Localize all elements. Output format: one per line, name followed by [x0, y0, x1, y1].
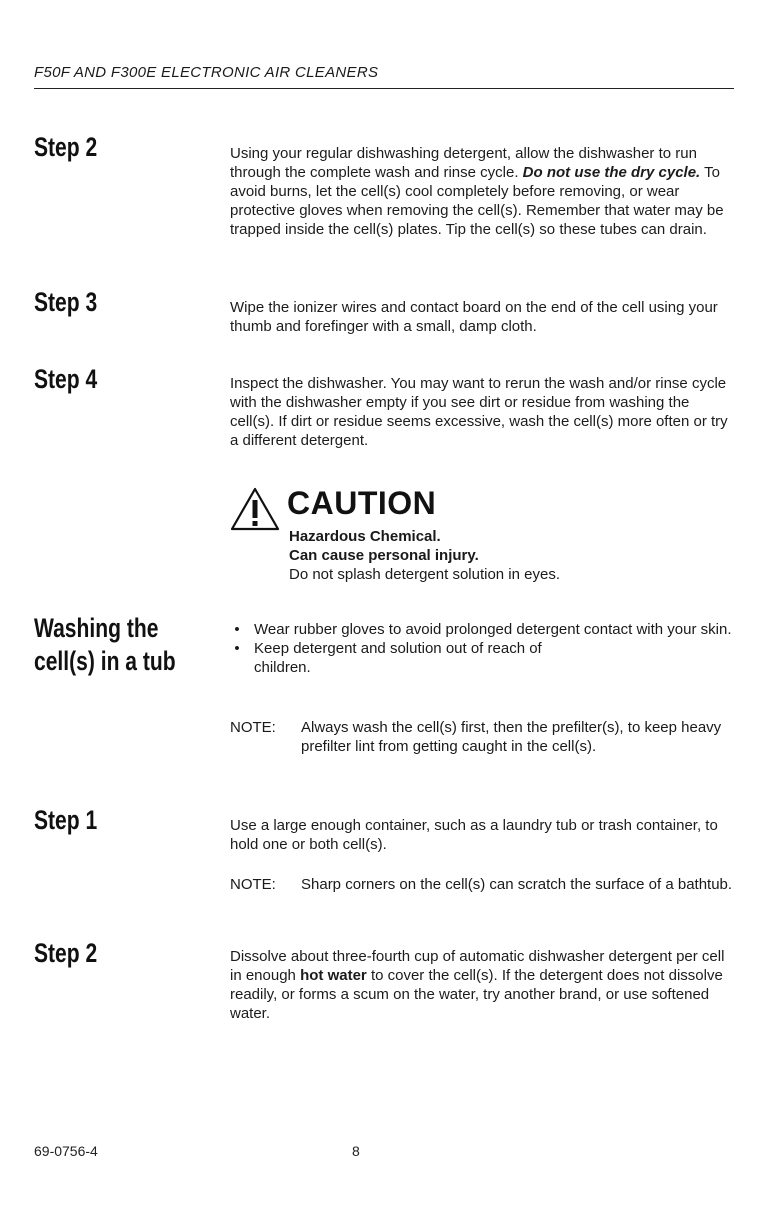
- bullet-text: Wear rubber gloves to avoid prolonged detergent contact with your skin.: [254, 621, 732, 638]
- step-4-text: Inspect the dishwasher. You may want to rerun the wash and/or rinse cycle with the dishwasher empty if you see dirt or residue from washing the cell(s). If dirt or residue seems excessive, wash the cell(s) more often or try a different detergent.: [230, 375, 728, 449]
- warning-triangle-icon: [230, 487, 280, 531]
- caution-title: CAUTION: [287, 485, 437, 521]
- caution-line-3: Do not splash detergent solution in eyes.: [289, 566, 561, 583]
- step-2-bottom-text-a: Dissolve about three-fourth cup of automatic dishwasher detergent per cell in enough: [230, 948, 725, 984]
- bullet-icon: •: [234, 640, 240, 657]
- step-1-heading: Step 1: [34, 805, 98, 835]
- step-2-text-a: Using your regular dishwashing detergent, allow the dishwasher to run through the complete wash and rinse cycle.: [230, 145, 697, 181]
- step-2-bottom-text-b: to cover the cell(s). If the detergent does not dissolve readily, or forms a scum on the water, try another brand, or use softened water.: [230, 967, 723, 1022]
- step-4-heading: Step 4: [34, 364, 98, 394]
- page-number: 8: [352, 1143, 360, 1159]
- note-label: NOTE:: [230, 876, 276, 893]
- step-3-text: Wipe the ionizer wires and contact board on the end of the cell using your thumb and forefinger with a small, damp cloth.: [230, 299, 718, 335]
- note-label: NOTE:: [230, 719, 276, 736]
- step-2-text-b: To avoid burns, let the cell(s) cool completely before removing, or wear protective gloves when removing the cell(s). Remember that water may be trapped inside the cell(s) plates. Tip the cell(s) so these tubes can drain.: [230, 164, 724, 238]
- list-item: [230, 620, 735, 639]
- page-header: [34, 64, 734, 89]
- document-number: 69-0756-4: [34, 1143, 98, 1159]
- bullet-text: Keep detergent and solution out of reach of children.: [254, 640, 542, 676]
- step-3-heading: Step 3: [34, 287, 98, 317]
- washing-note: [230, 718, 740, 756]
- step-2-text: [230, 144, 735, 239]
- step-2-heading: Step 2: [34, 132, 98, 162]
- caution-line-1: Hazardous Chemical.: [289, 528, 441, 545]
- dry-cycle-warning: Do not use the dry cycle.: [522, 164, 701, 181]
- caution-line-2: Can cause personal injury.: [289, 547, 479, 564]
- step-2-bottom-text: [230, 947, 735, 1023]
- step-1-note: [230, 875, 740, 894]
- step-2-heading-bottom: Step 2: [34, 938, 98, 968]
- bullet-icon: •: [234, 621, 240, 638]
- step-1-text: Use a large enough container, such as a laundry tub or trash container, to hold one or both cell(s).: [230, 817, 718, 853]
- note-text: Sharp corners on the cell(s) can scratch the surface of a bathtub.: [301, 876, 733, 893]
- washing-heading-line-2: cell(s) in a tub: [34, 646, 176, 676]
- hot-water-emphasis: hot water: [300, 967, 367, 984]
- washing-bullet-list: [230, 620, 735, 677]
- list-item: [230, 639, 735, 677]
- caution-text: [289, 527, 560, 584]
- note-text: Always wash the cell(s) first, then the prefilter(s), to keep heavy prefilter lint from getting caught in the cell(s).: [301, 719, 722, 755]
- washing-heading-line-1: Washing the: [34, 613, 159, 643]
- document-title: F50F AND F300E ELECTRONIC AIR CLEANERS: [34, 64, 379, 81]
